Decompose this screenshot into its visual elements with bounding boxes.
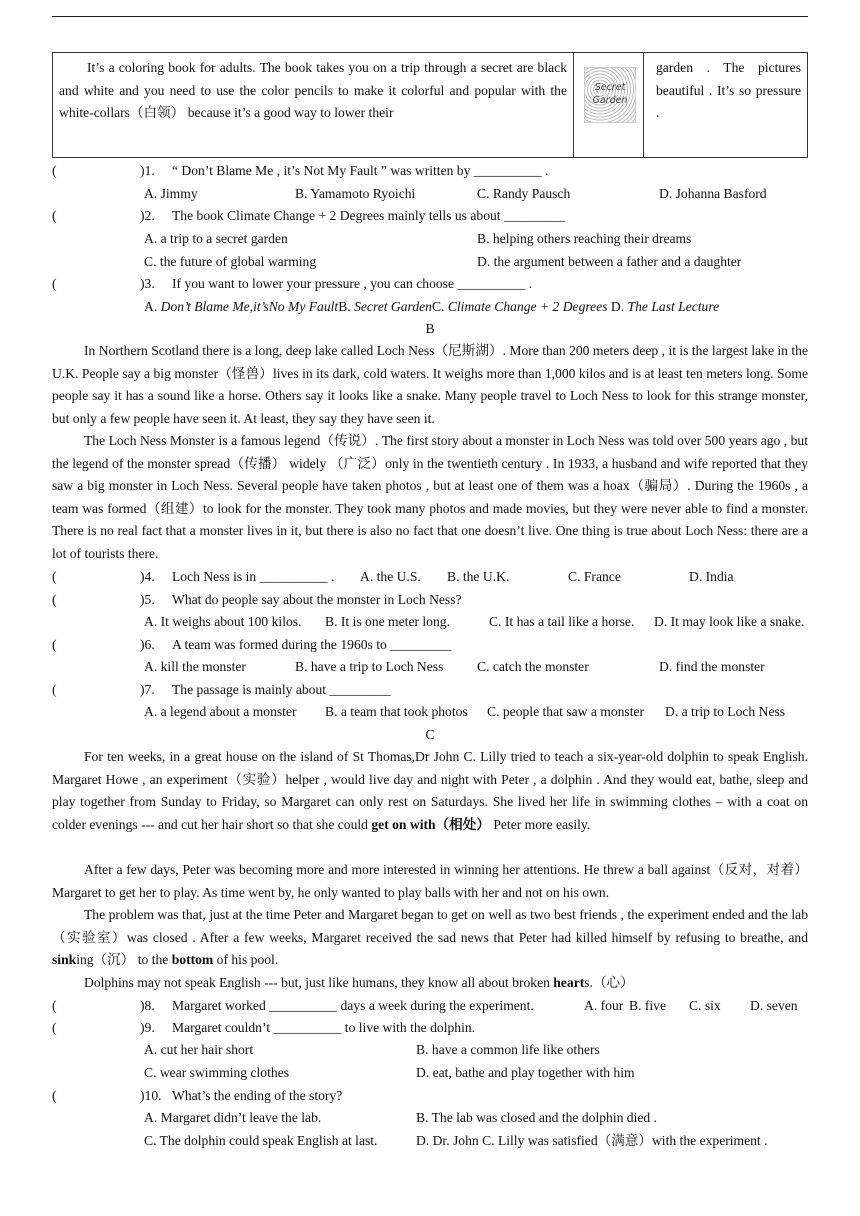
answer-paren: (	[52, 163, 57, 178]
q8-option-b: B. five	[629, 998, 666, 1013]
q7-option-a: A. a legend about a monster	[144, 704, 297, 719]
q2-option-b: B. helping others reaching their dreams	[477, 231, 692, 246]
question-1	[52, 160, 812, 182]
section-c-paragraph-4-text: Dolphins may not speak English --- but, just like humans, they know all about broken	[84, 975, 554, 990]
q1-option-a: A. Jimmy	[144, 186, 198, 201]
question-number: )6.	[140, 637, 155, 652]
question-3	[52, 273, 812, 295]
q9-option-b: B. have a common life like others	[416, 1042, 600, 1057]
q4-option-a: A. the U.S.	[360, 569, 421, 584]
q7-option-c: C. people that saw a monster	[487, 704, 645, 719]
question-stem: The book Climate Change + 2 Degrees mainly tells us about _________	[172, 208, 566, 223]
question-number: )10.	[140, 1088, 162, 1103]
q4-option-b: B. the U.K.	[447, 569, 510, 584]
bold-word-heart: heart	[553, 975, 585, 990]
q4-option-d: D. India	[689, 569, 734, 584]
section-c-paragraph-4	[52, 972, 808, 995]
q7-option-b: B. a team that took photos	[325, 704, 468, 719]
question-number: )4.	[140, 569, 155, 584]
section-b-paragraph-1: In Northern Scotland there is a long, deep lake called Loch Ness（尼斯湖）. More than 200 meters deep , it is the largest lake in the U.K. People say a big monster（怪兽）lives in its dark, cold waters. It weighs more than 1,000 kilos and is at least ten meters long. Some people say it has a sound like a horse. Others say it looks like a snake. Many people travel to Loch Ness to look for this strange monster, but only a few people have seen it. At least, they say they have seen it.	[52, 343, 808, 426]
q3-option-c: Climate Change + 2 Degrees	[447, 299, 608, 314]
bold-phrase-get-on-with: get on with（相处）	[371, 816, 490, 832]
q5-option-c: C. It has a tail like a horse.	[489, 614, 635, 629]
q3-option-a-letter: A.	[144, 299, 161, 314]
answer-paren: (	[52, 592, 57, 607]
section-c-paragraph-3-end: of his pool.	[213, 952, 279, 968]
question-stem: The passage is mainly about _________	[172, 682, 391, 697]
section-c-paragraph-1	[52, 746, 808, 836]
question-stem: A team was formed during the 1960s to _________	[172, 637, 452, 652]
question-stem: If you want to lower your pressure , you can choose __________ .	[172, 276, 533, 291]
question-stem: “ Don’t Blame Me , it’s Not My Fault ” was written by __________ .	[172, 163, 549, 178]
q1-option-b: B. Yamamoto Ryoichi	[295, 186, 416, 201]
section-b-heading: B	[425, 321, 435, 336]
question-stem: What’s the ending of the story?	[172, 1088, 343, 1103]
q6-option-a: A. kill the monster	[144, 659, 246, 674]
question-number: )5.	[140, 592, 155, 607]
q8-option-c: C. six	[689, 998, 721, 1013]
section-c-paragraph-1-text: For ten weeks, in a great house on the island of St Thomas,Dr John C. Lilly tried to teach a six-year-old dolphin to speak English. Margaret Howe , an experiment（实验）helper , would live day and night with Peter , a dolphin . And they would eat, bathe, sleep and play together from Sunday to Friday, so Margaret can only rest on Saturdays. She lived her life in swimming clothes – with a coat on colder evenings --- and cut her hair short so that she could	[52, 749, 808, 832]
section-c-paragraph-3	[52, 904, 808, 972]
section-c-paragraph-1-end: Peter more easily.	[489, 816, 591, 832]
answer-paren: (	[52, 682, 57, 697]
answer-paren: (	[52, 1020, 57, 1035]
section-c-paragraph-3-text: The problem was that, just at the time Peter and Margaret began to get on well as two best friends , the experiment ended and the lab（实验室）was closed . After a few weeks, Margaret received the sad news that Peter had killed himself by refusing to breathe, and	[52, 907, 808, 945]
secret-garden-cover-image	[584, 67, 636, 123]
q9-option-c: C. wear swimming clothes	[144, 1065, 289, 1080]
question-6	[52, 634, 812, 656]
cover-label-secret: Secret	[594, 82, 626, 93]
q7-option-d: D. a trip to Loch Ness	[665, 704, 786, 719]
q1-option-c: C. Randy Pausch	[477, 186, 571, 201]
q5-option-d: D. It may look like a snake.	[654, 614, 805, 629]
section-b-paragraph-2: The Loch Ness Monster is a famous legend（传说）. The first story about a monster in Loch Ness was told over 500 years ago , but the legend of the monster spread（传播） widely （广泛）only in the twentieth century . In 1933, a husband and wife reported that they saw a big monster in Loch Ness. Several people have taken photos , but at least one of them was a hoax（骗局）. During the 1960s , a team was formed（组建）to look for the monster. They took many photos and made movies, but they were never able to find a monster. There is no real fact that a monster lives in it, but there is also no fact that one doesn’t live. One thing is true about Loch Ness: there are a lot of tourists there.	[52, 433, 808, 561]
question-stem: Margaret worked __________ days a week during the experiment.	[172, 998, 534, 1013]
cover-label-garden: Garden	[592, 95, 628, 106]
header-rule	[52, 16, 808, 17]
question-10	[52, 1085, 812, 1107]
question-number: )1.	[140, 163, 155, 178]
question-number: )2.	[140, 208, 155, 223]
answer-paren: (	[52, 569, 57, 584]
q4-option-c: C. France	[568, 569, 621, 584]
question-5	[52, 589, 812, 611]
q5-option-b: B. It is one meter long.	[325, 614, 450, 629]
question-number: )8.	[140, 998, 155, 1013]
q8-option-d: D. seven	[750, 998, 798, 1013]
bold-word-sink: sink	[52, 952, 77, 968]
bold-word-bottom: bottom	[171, 952, 214, 968]
section-c-paragraph-3-mid: ing（沉） to the	[76, 952, 172, 968]
q3-option-d-letter: D.	[607, 299, 628, 314]
book-description-right: garden . The pictures beautiful . It’s so pressure .	[643, 53, 807, 157]
q3-option-b-letter: B.	[338, 299, 355, 314]
question-number: )3.	[140, 276, 155, 291]
q10-option-b: B. The lab was closed and the dolphin died .	[416, 1110, 657, 1125]
q3-option-c-letter: C.	[431, 299, 448, 314]
answer-paren: (	[52, 208, 57, 223]
q10-option-c: C. The dolphin could speak English at last.	[144, 1133, 378, 1148]
question-number: )7.	[140, 682, 155, 697]
q1-option-d: D. Johanna Basford	[659, 186, 767, 201]
section-c-paragraph-2: After a few days, Peter was becoming more and more interested in winning her attentions. He threw a ball against（反对，对着） Margaret to get her to play. As time went by, he only wanted to play balls with her and not on his own.	[52, 862, 808, 900]
q6-option-b: B. have a trip to Loch Ness	[295, 659, 444, 674]
answer-paren: (	[52, 998, 57, 1013]
q2-option-a: A. a trip to a secret garden	[144, 231, 288, 246]
book-info-table	[52, 52, 808, 158]
answer-paren: (	[52, 1088, 57, 1103]
q5-option-a: A. It weighs about 100 kilos.	[144, 614, 302, 629]
q3-option-b: Secret Garden	[354, 299, 432, 314]
answer-paren: (	[52, 637, 57, 652]
section-c-heading: C	[425, 727, 435, 742]
answer-paren: (	[52, 276, 57, 291]
q3-option-a: Don’t Blame Me,it’sNo My Fault	[160, 299, 339, 314]
book-cover-cell	[573, 53, 643, 157]
q10-option-d: D. Dr. John C. Lilly was satisfied（满意）with the experiment .	[416, 1133, 768, 1148]
q2-option-d: D. the argument between a father and a daughter	[477, 254, 742, 269]
q6-option-c: C. catch the monster	[477, 659, 589, 674]
q9-option-a: A. cut her hair short	[144, 1042, 254, 1057]
question-7	[52, 679, 812, 701]
q10-option-a: A. Margaret didn’t leave the lab.	[144, 1110, 322, 1125]
section-c-paragraph-4-end: s.（心）	[584, 975, 634, 990]
question-number: )9.	[140, 1020, 155, 1035]
question-stem: What do people say about the monster in Loch Ness?	[172, 592, 462, 607]
q3-options	[144, 296, 719, 318]
q6-option-d: D. find the monster	[659, 659, 765, 674]
q9-option-d: D. eat, bathe and play together with him	[416, 1065, 635, 1080]
book-description-left: It’s a coloring book for adults. The book takes you on a trip through a secret are black and white and you need to use the color pencils to make it colorful and popular with the white-collars（白领） because it’s a good way to lower their	[59, 60, 567, 121]
question-9	[52, 1017, 812, 1039]
q8-option-a: A. four	[584, 998, 624, 1013]
question-2	[52, 205, 812, 227]
question-stem: Loch Ness is in __________ .	[172, 569, 335, 584]
q3-option-d: The Last Lecture	[627, 299, 720, 314]
question-stem: Margaret couldn’t __________ to live with the dolphin.	[172, 1020, 476, 1035]
q2-option-c: C. the future of global warming	[144, 254, 317, 269]
